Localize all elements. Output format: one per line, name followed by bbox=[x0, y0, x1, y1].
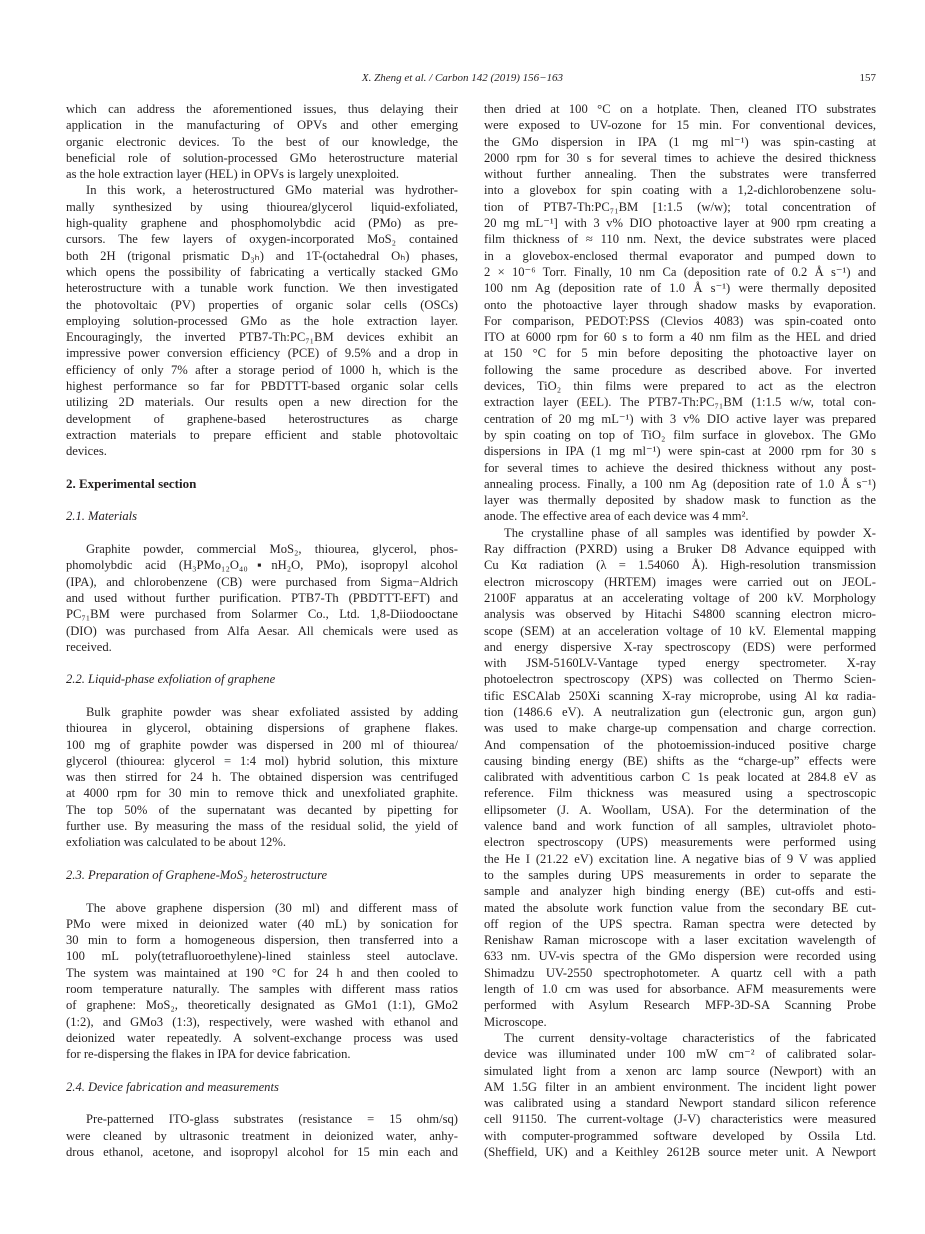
text-line: application in the manufacturing of OPVs and other emerging bbox=[66, 118, 458, 133]
text-line: scope (SEM) at an acceleration voltage of 10 kV. Elemental mapping bbox=[484, 623, 876, 638]
text-line: cursors. The few layers of oxygen-incorporated MoS₂ contained bbox=[66, 232, 458, 247]
text-line: with JSM-5160LV-Vantage typed energy spectrometer. X-ray bbox=[484, 656, 876, 671]
text-line: as the hole extraction layer (HEL) in OPVs is largely unexploited. bbox=[66, 167, 400, 182]
text-line: 100 mL poly(tetrafluoroethylene)-lined stainless steel autoclave. bbox=[66, 949, 458, 964]
text-line: AM 1.5G filter in an ambient environment. The incident light power bbox=[484, 1079, 876, 1094]
text-line: was calibrated using a standard Newport standard silicon reference bbox=[484, 1096, 876, 1111]
right-column bbox=[484, 101, 876, 1160]
paragraph bbox=[66, 541, 458, 655]
text-line: Graphite powder, commercial MoS₂, thiourea, glycerol, phos- bbox=[86, 542, 458, 557]
paragraph bbox=[484, 101, 876, 525]
text-line: heterostructure with a tunable work function. We then investigated bbox=[66, 281, 458, 296]
text-line: layer was thermally deposited by shadow mask to function as the bbox=[484, 493, 876, 508]
subsection-heading: 2.4. Device fabrication and measurements bbox=[66, 1079, 279, 1094]
text-line: tion of PTB7-Th:PC₇₁BM [1:1.5 (w/w); total concentration of bbox=[484, 199, 876, 214]
text-line: length of 1.0 cm was used for absorbance. AFM measurements were bbox=[484, 982, 876, 997]
text-line: Bulk graphite powder was shear exfoliated assisted by adding bbox=[86, 704, 458, 719]
text-line: following the same procedure as described above. For inverted bbox=[484, 362, 876, 377]
text-line: then dried at 100 °C on a hotplate. Then, cleaned ITO substrates bbox=[484, 102, 876, 116]
text-line: centration of 20 mg mL⁻¹) with 3 v% DIO active layer was prepared bbox=[484, 411, 876, 426]
text-line: which opens the possibility of fabricating a vertically stacked GMo bbox=[66, 264, 458, 279]
text-line: causing binding energy (BE) shifts as the “charge-up” effects were bbox=[484, 753, 876, 768]
text-line: thiourea in glycerol, obtaining dispersions of graphene flakes. bbox=[66, 721, 458, 736]
paragraph bbox=[66, 182, 458, 459]
text-line: In this work, a heterostructured GMo material was hydrother- bbox=[86, 183, 458, 198]
text-line: tion (1486.6 eV). A neutralization gun (electronic gun, argon gun) bbox=[484, 704, 876, 719]
text-line: simulated light from a xenon arc lamp source (Newport) with an bbox=[484, 1063, 876, 1078]
text-line: valence band and work function of all samples, ultraviolet photo- bbox=[484, 819, 876, 834]
page-number: 157 bbox=[859, 72, 876, 84]
text-line: performed with Asylum Research MFP-3D-SA Scanning Probe bbox=[484, 998, 876, 1013]
text-line: sample and analyzer high binding energy (BE) cut-offs and esti- bbox=[484, 884, 876, 899]
text-line: dispersions in IPA (1 mg ml⁻¹) were spin-cast at 2000 rpm for 30 s bbox=[484, 444, 876, 459]
text-line: mated the absolute work function value from the secondary BE cut- bbox=[484, 900, 876, 915]
text-line: phomolybdic acid (H₃PMo₁₂O₄₀▪nH₂O, PMo), isopropyl alcohol bbox=[66, 558, 458, 573]
text-line: electron spectroscopy (UPS) measurements were performed using bbox=[484, 835, 876, 850]
text-line: Shimadzu UV-2550 spectrophotometer. A quartz cell with a path bbox=[484, 965, 876, 980]
text-line: onto the photoactive layer through shadow masks by evaporation. bbox=[484, 297, 876, 312]
text-line: And compensation of the photoemission-induced positive charge bbox=[484, 737, 876, 752]
text-line: both 2H (trigonal prismatic D₃ₕ) and 1T-(octahedral Oₕ) phases, bbox=[66, 248, 458, 263]
text-line: organic electronic devices. To the best of our knowledge, the bbox=[66, 134, 458, 149]
running-head: X. Zheng et al. / Carbon 142 (2019) 156−163 bbox=[361, 72, 564, 84]
text-line: 20 mg mL⁻¹] with 3 v% DIO photoactive layer at 900 rpm creating a bbox=[484, 216, 876, 231]
text-line: were exposed to UV-ozone for 15 min. For conventional devices, bbox=[484, 118, 876, 133]
text-line: devices. bbox=[66, 444, 107, 459]
text-line: exfoliation was calculated to be about 12%. bbox=[66, 835, 286, 850]
section-heading: 2. Experimental section bbox=[66, 475, 197, 491]
text-line: in a glovebox-enclosed thermal evaporator and pumped down to bbox=[484, 248, 876, 263]
subsection-heading: 2.2. Liquid-phase exfoliation of graphene bbox=[66, 672, 276, 687]
text-line: (1:2), and GMo3 (1:3), respectively, were washed with ethanol and bbox=[66, 1014, 458, 1029]
text-line: received. bbox=[66, 639, 112, 654]
text-line: ITO at 6000 rpm for 60 s to form a 40 nm film as the HEL and dried bbox=[484, 330, 876, 345]
text-line: The current density-voltage characteristics of the fabricated bbox=[504, 1030, 876, 1045]
text-line: was used to make charge-up compensation and charge correction. bbox=[484, 721, 876, 736]
text-line: ellipsometer (J. A. Woollam, USA). For the determination of the bbox=[484, 802, 876, 817]
text-line: drous ethanol, acetone, and isopropyl alcohol for 15 min each and bbox=[66, 1145, 458, 1159]
text-line: off region of the UPS spectra. Raman spectra were detected by bbox=[484, 916, 876, 931]
text-line: deionized water repeatedly. A solvent-exchange process was used bbox=[66, 1030, 458, 1045]
text-line: the GMo dispersion in IPA (1 mg ml⁻¹) was spin-casting at bbox=[484, 134, 876, 149]
text-line: PMo were mixed in deionized water (40 mL) by sonication for bbox=[66, 916, 458, 931]
text-line: (IPA), and chlorobenzene (CB) were purchased from Sigma−Aldrich bbox=[66, 574, 458, 589]
text-line: Pre-patterned ITO-glass substrates (resistance = 15 ohm/sq) bbox=[86, 1112, 458, 1127]
text-line: device was illuminated under 100 mW cm⁻² of calibrated solar- bbox=[484, 1047, 876, 1062]
text-line: glycerol (thiourea: glycerol = 1:4 mol) hybrid solution, this mixture bbox=[66, 753, 458, 768]
text-line: anode. The effective area of each device was 4 mm². bbox=[484, 509, 749, 524]
paragraph bbox=[66, 900, 458, 1063]
text-line: into a glovebox for spin coating with a 1,2-dichlorobenzene solu- bbox=[484, 183, 876, 198]
text-line: and energy dispersive X-ray spectroscopy (EDS) were performed bbox=[484, 639, 876, 654]
subsection-heading: 2.3. Preparation of Graphene-MoS₂ heterostructure bbox=[66, 867, 328, 882]
text-line: with computer-programmed software developed by Ossila Ltd. bbox=[484, 1128, 876, 1143]
text-line: reference. Film thickness was measured using a spectroscopic bbox=[484, 786, 876, 801]
text-line: cell 91150. The current-voltage (J-V) characteristics were measured bbox=[484, 1112, 876, 1127]
text-line: 100 nm Ag (deposition rate of 1.0 Å s⁻¹) were thermally deposited bbox=[484, 281, 876, 296]
text-line: 100 mg of graphite powder was dispersed in 200 ml of thiourea/ bbox=[66, 737, 458, 752]
text-line: without further annealing. Then the substrates were transferred bbox=[484, 167, 876, 182]
text-line: further use. By measuring the mass of the residual solid, the yield of bbox=[66, 819, 458, 834]
text-line: for re-dispersing the flakes in IPA for device fabrication. bbox=[66, 1047, 351, 1062]
text-line: The system was maintained at 190 °C for 24 h and then cooled to bbox=[66, 965, 458, 980]
text-line: 2 × 10⁻⁶ Torr. Finally, 10 nm Ca (deposition rate of 0.2 Å s⁻¹) and bbox=[484, 264, 876, 279]
text-line: which can address the aforementioned issues, thus delaying their bbox=[66, 102, 458, 116]
text-line: The crystalline phase of all samples was identified by powder X- bbox=[504, 525, 876, 540]
text-line: at 4000 rpm for 30 min to remove thick and unexfoliated graphite. bbox=[66, 786, 458, 801]
text-line: impressive power conversion efficiency (PCE) of 9.5% and a drop in bbox=[66, 346, 458, 361]
text-line: 30 min to form a homogeneous dispersion, then transferred into a bbox=[66, 933, 458, 948]
paragraph bbox=[484, 1030, 876, 1160]
text-line: For comparison, PEDOT:PSS (Clevios 4083) was spin-coated onto bbox=[484, 313, 876, 328]
text-line: Encouragingly, the inverted PTB7-Th:PC₇₁BM devices exhibit an bbox=[66, 330, 458, 345]
text-line: high-quality graphene and phosphomolybdic acid (PMo) as pre- bbox=[66, 216, 458, 231]
left-column bbox=[66, 101, 458, 1160]
text-line: The top 50% of the supernatant was decanted by pipetting for bbox=[66, 802, 458, 817]
text-line: highest performance so far for PBDTTT-based organic solar cells bbox=[66, 379, 458, 394]
text-line: for several times to achieve the desired thickness without any post- bbox=[484, 460, 876, 475]
text-line: by spin coating on top of TiO₂ film surface in glovebox. The GMo bbox=[484, 427, 876, 442]
text-line: (DIO) was purchased from Alfa Aesar. All chemicals were used as bbox=[66, 623, 458, 638]
text-line: PC₇₁BM were purchased from Solarmer Co., Ltd. 1,8-Diiodooctane bbox=[66, 607, 458, 622]
paragraph bbox=[66, 704, 458, 851]
text-line: was then stirred for 24 h. The obtained dispersion was centrifuged bbox=[66, 770, 458, 785]
text-line: Renishaw Raman microscope with a laser excitation wavelength of bbox=[484, 933, 876, 948]
text-line: Cu Kα radiation (λ = 1.54060 Å). High-resolution transmission bbox=[484, 558, 876, 573]
text-line: photoelectron spectroscopy (XPS) was collected on Thermo Scien- bbox=[484, 672, 876, 687]
text-line: were cleaned by ultrasonic treatment in deionized water, anhy- bbox=[66, 1128, 458, 1143]
text-line: Ray diffraction (PXRD) using a Bruker D8 Advance equipped with bbox=[484, 542, 876, 557]
text-line: efficiency of only 7% after a storage period of 1000 h, which is the bbox=[66, 362, 458, 377]
text-line: development of graphene-based heterostructures as charge bbox=[66, 411, 458, 426]
text-line: tific ESCAlab 250Xi scanning X-ray microprobe, using Al kα radia- bbox=[484, 688, 876, 703]
text-line: annealing process. Finally, a 100 nm Ag (deposition rate of 1.0 Å s⁻¹) bbox=[484, 476, 876, 491]
text-line: The above graphene dispersion (30 ml) and different mass of bbox=[86, 900, 458, 915]
text-line: 633 nm. UV-vis spectra of the GMo dispersion were recorded using bbox=[484, 949, 876, 964]
text-line: extraction materials to prepare efficient and stable photovoltaic bbox=[66, 427, 458, 442]
text-line: film thickness of ≈ 110 nm. Next, the device substrates were placed bbox=[484, 232, 876, 247]
text-line: utilizing 2D materials. Our results open a new direction for the bbox=[66, 395, 458, 410]
text-line: analysis was observed by Hitachi S4800 scanning electron micro- bbox=[484, 607, 876, 622]
text-line: 2100F apparatus at an accelerating voltage of 200 kV. Morphology bbox=[484, 590, 876, 605]
text-line: devices, TiO₂ thin films were prepared to act as the electron bbox=[484, 379, 876, 394]
text-line: to the samples during UPS measurements in order to separate the bbox=[484, 867, 876, 882]
text-line: and used without further purification. PTB7-Th (PBDTTT-EFT) and bbox=[66, 590, 458, 605]
paragraph bbox=[484, 525, 876, 1030]
text-line: the photovoltaic (PV) properties of organic solar cells (OSCs) bbox=[66, 297, 458, 312]
text-line: beneficial role of solution-processed GMo heterostructure material bbox=[66, 150, 458, 165]
text-line: 2000 rpm for 30 s for several times to achieve the desired thickness bbox=[484, 150, 876, 165]
text-line: electron microscopy (HRTEM) images were carried out on JEOL- bbox=[484, 574, 876, 589]
text-line: mally synthesized by using thiourea/glycerol liquid-exfoliated, bbox=[66, 199, 458, 214]
text-line: Microscope. bbox=[484, 1014, 547, 1029]
text-line: the He I (21.22 eV) excitation line. A negative bias of 9 V was applied bbox=[484, 851, 876, 866]
text-line: extraction layer (EEL). The PTB7-Th:PC₇₁BM (1:1.5 w/w, total con- bbox=[484, 395, 876, 410]
paragraph bbox=[66, 101, 458, 182]
text-line: of graphene: MoS₂, theoretically designated as GMo1 (1:1), GMo2 bbox=[66, 998, 458, 1013]
subsection-heading: 2.1. Materials bbox=[66, 509, 138, 524]
text-line: at 150 °C for 5 min before depositing the photoactive layer on bbox=[484, 346, 876, 361]
text-line: room temperature naturally. The samples with different mass ratios bbox=[66, 982, 458, 997]
text-line: calibrated with adventitious carbon C 1s peak located at 284.8 eV as bbox=[484, 770, 876, 785]
paragraph bbox=[66, 1111, 458, 1160]
text-line: (Sheffield, UK) and a Keithley 2612B source meter unit. A Newport bbox=[484, 1145, 876, 1159]
text-line: employing solution-processed GMo as the hole extraction layer. bbox=[66, 313, 458, 328]
